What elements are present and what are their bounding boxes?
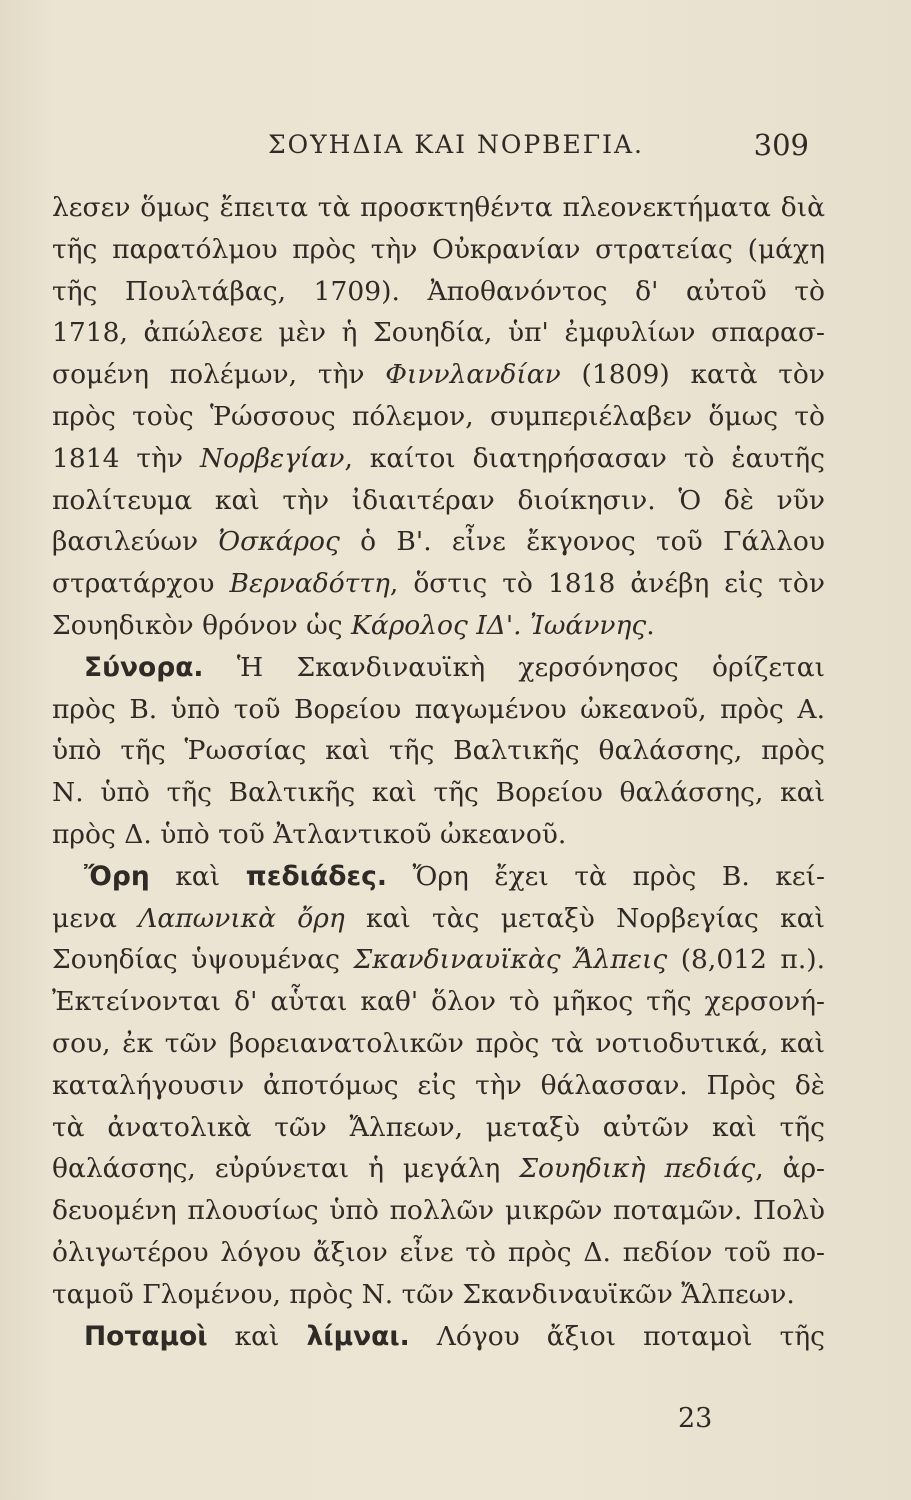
running-head: ΣΟΥΗΔΙΑ ΚΑΙ ΝΟΡΒΕΓΙΑ.	[268, 130, 644, 159]
page-header	[58, 128, 853, 168]
text-line: θαλάσσης, εὐρύνεται ἡ μεγάλη Σουηδικὴ πεδιάς, ἀρ-	[52, 1153, 825, 1185]
italic-term: Βερναδόττη	[229, 568, 390, 600]
text-line: λεσεν ὅμως ἔπειτα τὰ προσκτηθέντα πλεονεκτήματα διὰ	[52, 192, 825, 223]
italic-term: Σουηδικὴ πεδιάς	[519, 1153, 756, 1185]
section-heading: λίμναι.	[306, 1320, 410, 1352]
text-line: τὰ ἀνατολικὰ τῶν Ἄλπεων, μεταξὺ αὐτῶν καὶ τῆς	[52, 1111, 825, 1143]
body-text	[52, 187, 825, 1357]
italic-term: Σκανδιναυϊκὰς Ἄλπεις	[353, 944, 668, 976]
text-line: τῆς παρατόλμου πρὸς τὴν Οὐκρανίαν στρατείας (μάχη	[52, 233, 825, 265]
italic-term: Ὀσκάρος	[218, 526, 340, 558]
section-heading: Ὄρη	[84, 860, 150, 892]
text-line: 1814 τὴν Νορβεγίαν, καίτοι διατηρήσασαν τὸ ἑαυτῆς	[52, 442, 825, 474]
section-heading: πεδιάδες.	[245, 860, 387, 892]
text-line: 1718, ἀπώλεσε μὲν ἡ Σουηδία, ὑπ' ἐμφυλίων σπαρασ-	[52, 317, 825, 349]
page-number: 309	[753, 128, 809, 162]
text-line: βασιλεύων Ὀσκάρος ὁ Β'. εἶνε ἔκγονος τοῦ Γάλλου	[52, 526, 825, 558]
text-line: σομένη πολέμων, τὴν Φιννλανδίαν (1809) κατὰ τὸν	[52, 359, 825, 391]
text-line: στρατάρχου Βερναδόττη, ὅστις τὸ 1818 ἀνέβη εἰς τὸν	[52, 568, 825, 600]
text-line: πρὸς Β. ὑπὸ τοῦ Βορείου παγωμένου ὠκεανοῦ, πρὸς Α.	[52, 693, 825, 725]
section-line: Σύνορα. Ἡ Σκανδιναυϊκὴ χερσόνησος ὁρίζεται	[84, 651, 825, 683]
text-line: Σουηδίας ὑψουμένας Σκανδιναυϊκὰς Ἄλπεις (8,012 π.).	[52, 944, 825, 976]
text-line: καταλήγουσιν ἀποτόμως εἰς τὴν θάλασσαν. Πρὸς δὲ	[52, 1069, 825, 1101]
section-line: Ποταμοὶ καὶ λίμναι. Λόγου ἄξιοι ποταμοὶ τῆς	[84, 1320, 825, 1352]
text-line: ταμοῦ Γλομένου, πρὸς Ν. τῶν Σκανδιναυϊκῶν Ἄλπεων.	[52, 1278, 795, 1310]
text-line: Ἐκτείνονται δ' αὗται καθ' ὅλον τὸ μῆκος τῆς χερσονή-	[52, 986, 825, 1018]
italic-term: Κάρολος ΙΔ'. Ἰωάννης	[351, 609, 647, 641]
text-line: πολίτευμα καὶ τὴν ἰδιαιτέραν διοίκησιν. Ὁ δὲ νῦν	[52, 484, 825, 516]
text-line: τῆς Πουλτάβας, 1709). Ἀποθανόντος δ' αὐτοῦ τὸ	[52, 275, 825, 307]
text-line: πρὸς Δ. ὑπὸ τοῦ Ἀτλαντικοῦ ὠκεανοῦ.	[52, 818, 567, 850]
section-heading: Ποταμοὶ	[84, 1320, 208, 1352]
text-line: δευομένη πλουσίως ὑπὸ πολλῶν μικρῶν ποταμῶν. Πολὺ	[52, 1195, 825, 1227]
text-line: πρὸς τοὺς Ῥώσσους πόλεμον, συμπεριέλαβεν ὅμως τὸ	[52, 400, 825, 432]
signature-mark: 23	[678, 1403, 713, 1434]
text-line: σου, ἐκ τῶν βορειανατολικῶν πρὸς τὰ νοτιοδυτικά, καὶ	[52, 1027, 825, 1059]
text-line: μενα Λαπωνικὰ ὄρη καὶ τὰς μεταξὺ Νορβεγίας καὶ	[52, 902, 825, 934]
text-line: Ν. ὑπὸ τῆς Βαλτικῆς καὶ τῆς Βορείου θαλάσσης, καὶ	[52, 777, 825, 809]
section-line: Ὄρη καὶ πεδιάδες. Ὄρη ἔχει τὰ πρὸς Β. κεί-	[84, 860, 825, 892]
text-line: ὑπὸ τῆς Ῥωσσίας καὶ τῆς Βαλτικῆς θαλάσσης, πρὸς	[52, 735, 825, 767]
text-line: ὀλιγωτέρου λόγου ἄξιον εἶνε τὸ πρὸς Δ. πεδίον τοῦ πο-	[52, 1236, 825, 1268]
section-heading: Σύνορα.	[84, 651, 204, 683]
italic-term: Φιννλανδίαν	[385, 359, 561, 391]
text-line: Σουηδικὸν θρόνον ὡς Κάρολος ΙΔ'. Ἰωάννης.	[52, 609, 655, 641]
italic-term: Λαπωνικὰ ὄρη	[138, 902, 345, 934]
italic-term: Νορβεγίαν	[199, 442, 345, 474]
